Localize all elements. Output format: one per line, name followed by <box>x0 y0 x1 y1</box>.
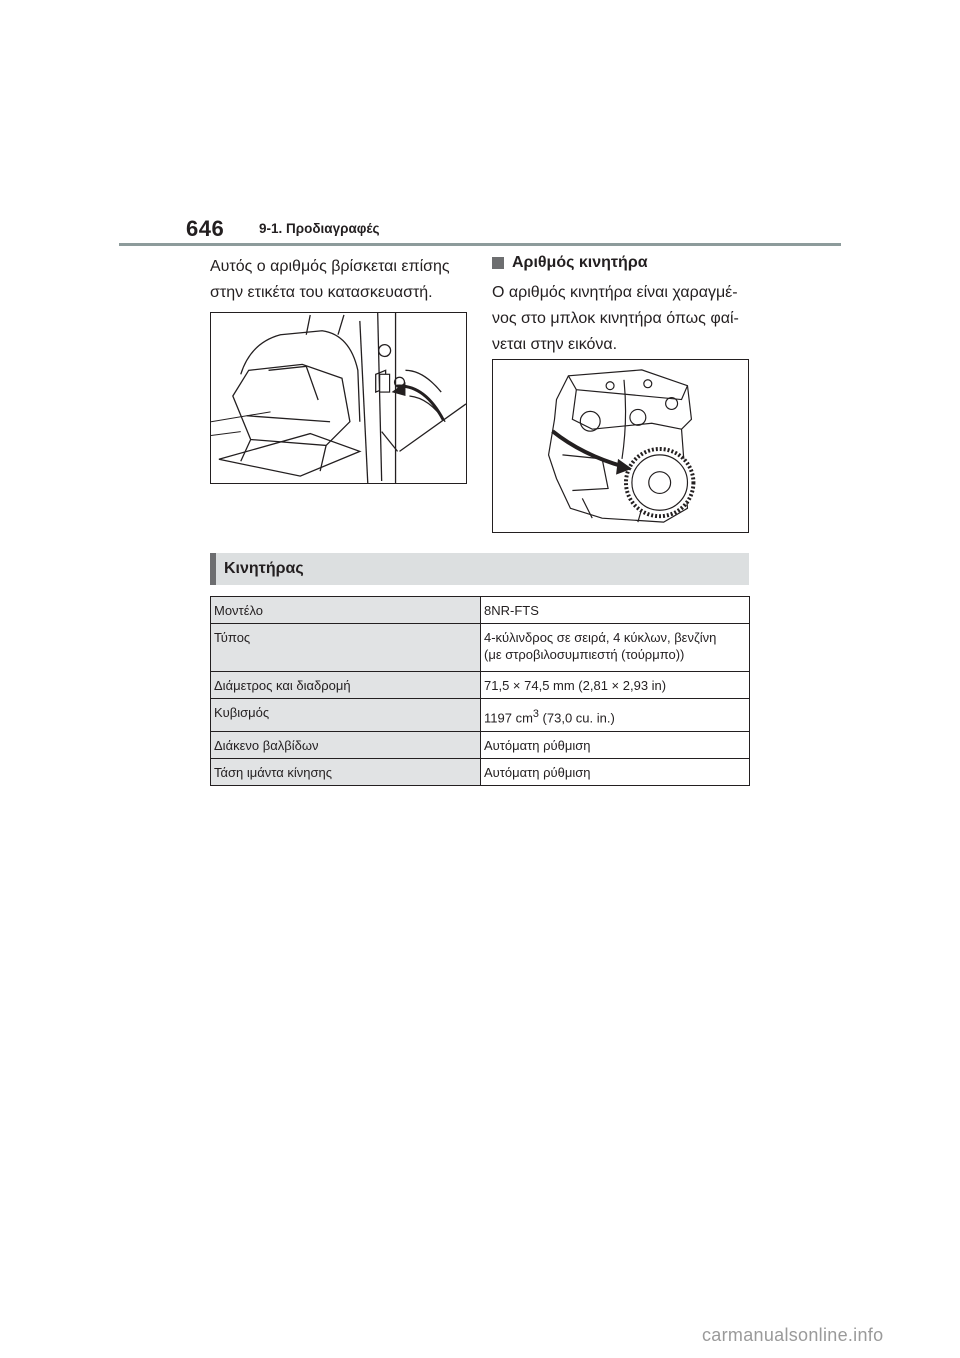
table-row <box>211 624 750 672</box>
row-value-displacement <box>481 699 750 732</box>
row-value-type <box>481 624 750 672</box>
header-divider <box>119 243 841 246</box>
type-line-2: (με στροβιλοσυμπιεστή (τούρμπο)) <box>484 647 685 662</box>
row-value-belt-tension: Αυτόματη ρύθμιση <box>481 759 750 786</box>
row-label-valve-clearance: Διάκενο βαλβίδων <box>211 732 481 759</box>
engine-spec-table <box>210 596 750 786</box>
row-label-bore-stroke: Διάμετρος και διαδρομή <box>211 672 481 699</box>
engine-table-title: Κινητήρας <box>210 553 749 585</box>
square-bullet-icon <box>492 257 504 269</box>
row-label-type: Τύπος <box>211 624 481 672</box>
table-row <box>211 597 750 624</box>
row-label-displacement: Κυβισμός <box>211 699 481 732</box>
row-label-belt-tension: Τάση ιμάντα κίνησης <box>211 759 481 786</box>
label-location-paragraph: Αυτός ο αριθμός βρίσκεται επίσης στην ετικέτα του κατασκευαστή. <box>210 258 450 301</box>
seat-label-illustration <box>210 312 467 484</box>
engine-number-illustration <box>492 359 749 533</box>
type-line-1: 4-κύλινδρος σε σειρά, 4 κύκλων, βενζίνη <box>484 630 717 645</box>
table-row <box>211 759 750 786</box>
row-value-model: 8NR-FTS <box>481 597 750 624</box>
table-row <box>211 672 750 699</box>
table-row <box>211 699 750 732</box>
row-value-bore-stroke: 71,5 × 74,5 mm (2,81 × 2,93 in) <box>481 672 750 699</box>
displacement-value: 1197 cm <box>484 710 533 726</box>
engine-number-paragraph: Ο αριθμός κινητήρα είναι χαραγμέ-νος στο μπλοκ κινητήρα όπως φαί-νεται στην εικόνα. <box>492 284 739 353</box>
displacement-imperial: (73,0 cu. in.) <box>538 710 615 726</box>
table-row <box>211 732 750 759</box>
displacement-exponent: 3 <box>532 708 539 720</box>
watermark: carmanualsonline.info <box>702 1325 884 1345</box>
row-value-valve-clearance: Αυτόματη ρύθμιση <box>481 732 750 759</box>
section-title: 9-1. Προδιαγραφές <box>259 221 380 236</box>
engine-number-heading <box>492 254 648 272</box>
page-number: 646 <box>186 216 225 241</box>
engine-number-heading-text: Αριθμός κινητήρα <box>512 254 648 271</box>
row-label-model: Μοντέλο <box>211 597 481 624</box>
